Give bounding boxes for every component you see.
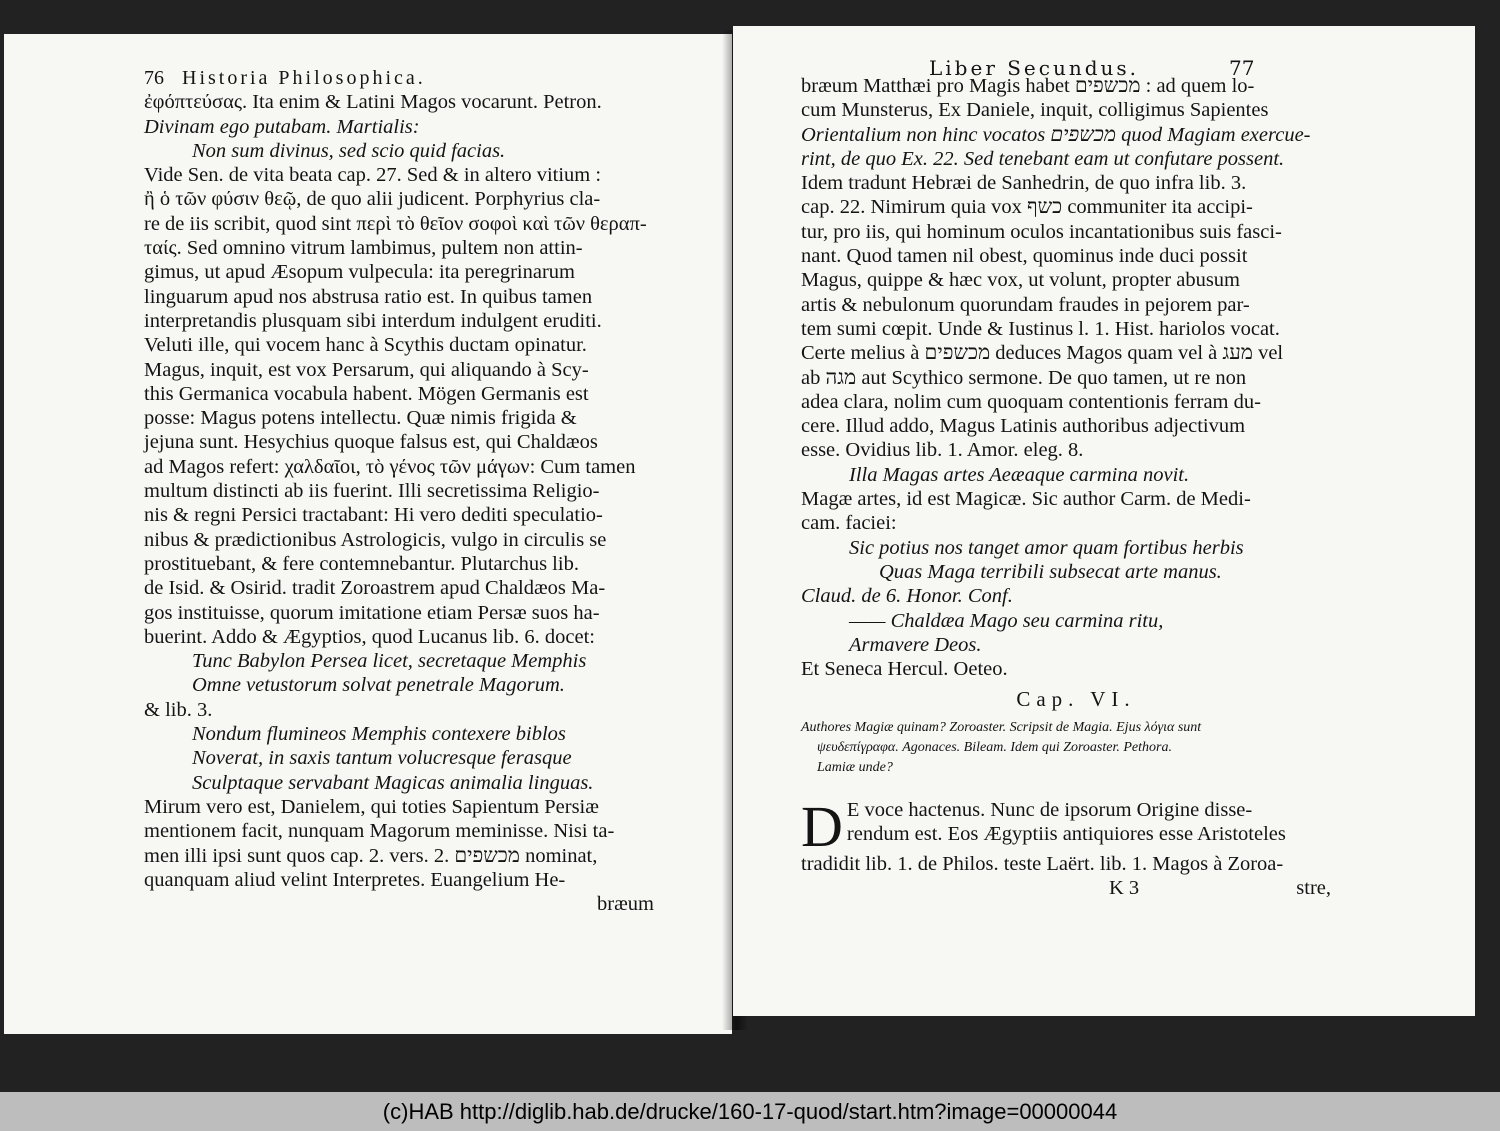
catchword: stre, — [1296, 877, 1331, 900]
verse-line: Illa Magas artes Aeæaque carmina novit. — [849, 463, 1190, 486]
verse-line: —— Chaldæa Mago seu carmina ritu, — [849, 609, 1164, 632]
verse-line: Quas Maga terribili subsecat arte manus. — [879, 560, 1222, 583]
text-line: Magæ artes, id est Magicæ. Sic author Carm. de Medi- — [801, 488, 1251, 511]
verse-line: Non sum divinus, sed scio quid facias. — [192, 139, 506, 162]
text-line: this Germanica vocabula habent. Mögen Germanis est — [144, 382, 589, 405]
text-line: Idem tradunt Hebræi de Sanhedrin, de quo infra lib. 3. — [801, 172, 1247, 195]
text-line: esse. Ovidius lib. 1. Amor. eleg. 8. — [801, 439, 1084, 462]
chapter-summary — [801, 718, 1301, 778]
text-line: multum distincti ab iis fuerint. Illi secretissima Religio- — [144, 480, 600, 503]
text-line: cap. 22. Nimirum quia vox כשף communiter ita accipi- — [801, 196, 1253, 219]
left-running-head — [144, 66, 654, 90]
left-head-title: Historia Philosophica. — [182, 67, 426, 89]
drop-cap: D — [801, 793, 843, 859]
text-line: prostituebant, & fere contemnebantur. Plutarchus lib. — [144, 552, 579, 575]
copyright-footer: (c)HAB http://diglib.hab.de/drucke/160-17-quod/start.htm?image=00000044 — [0, 1092, 1500, 1131]
text-line: gos instituisse, quorum imitatione etiam Persæ suos ha- — [144, 601, 600, 624]
text-line: rendum est. Eos Ægyptiis antiquiores esse Aristoteles — [846, 823, 1286, 846]
text-line: linguarum apud nos abstrusa ratio est. In quibus tamen — [144, 285, 593, 308]
text-line: quanquam aliud velint Interpretes. Euangelium He- — [144, 868, 566, 891]
text-line: men illi ipsi sunt quos cap. 2. vers. 2. מכשפים nominat, — [144, 844, 598, 867]
text-line: cum Munsterus, Ex Daniele, inquit, colligimus Sapientes — [801, 99, 1269, 122]
text-line: artis & nebulonum quorundam fraudes in pejorem par- — [801, 293, 1250, 316]
text-line: Magus, inquit, est vox Persarum, qui aliquando à Scy- — [144, 358, 589, 381]
text-line: interpretandis plusquam sibi interdum indulgent eruditi. — [144, 309, 602, 332]
text-line: tur, pro iis, qui hominum oculos incantationibus suis fasci- — [801, 220, 1282, 243]
summary-line: ψευδεπίγραφα. Agonaces. Bileam. Idem qui Zoroaster. Pethora. — [817, 739, 1172, 755]
right-page — [733, 26, 1475, 1016]
verse-line: Sic potius nos tanget amor quam fortibus herbis — [849, 536, 1244, 559]
text-line: rint, de quo Ex. 22. Sed tenebant eam ut confutare possent. — [801, 147, 1285, 170]
text-line: nant. Quod tamen nil obest, quominus inde duci possit — [801, 245, 1248, 268]
text-line: Mirum vero est, Danielem, qui toties Sapientum Persiæ — [144, 795, 599, 818]
text-line: posse: Magus potens intellectu. Quæ nimis frigida & — [144, 407, 577, 430]
verse-line: Armavere Deos. — [849, 633, 982, 656]
right-head-title: Liber Secundus. — [929, 56, 1140, 80]
text-line: nibus & prædictionibus Astrologicis, vulgo in circulis se — [144, 528, 607, 551]
text-line: cam. faciei: — [801, 512, 897, 535]
verse-line: Nondum flumineos Memphis contexere biblos — [192, 723, 566, 746]
text-line: tradidit lib. 1. de Philos. teste Laërt. lib. 1. Magos à Zoroa- — [801, 852, 1284, 875]
text-line: cere. Illud addo, Magus Latinis authoribus adjectivum — [801, 415, 1246, 438]
text-line: ταίς. Sed omnino vitrum lambimus, pultem non attin- — [144, 237, 583, 260]
catchword: bræum — [597, 893, 654, 916]
text-line: gimus, ut apud Æsopum vulpecula: ita peregrinarum — [144, 261, 575, 284]
text-line: Et Seneca Hercul. Oeteo. — [801, 658, 1008, 681]
text-line: jejuna sunt. Hesychius quoque falsus est, qui Chaldæos — [144, 431, 598, 454]
text-line: ἐφόπτεύσας. Ita enim & Latini Magos vocarunt. Petron. — [144, 91, 602, 114]
text-line: buerint. Addo & Ægyptios, quod Lucanus lib. 6. docet: — [144, 625, 595, 648]
text-line: Divinam ego putabam. Martialis: — [144, 115, 420, 138]
text-line: nis & regni Persici tractabant: Hi vero dediti speculatio- — [144, 504, 603, 527]
signature-mark: K 3 — [1109, 877, 1140, 900]
text-line: tem sumi cœpit. Unde & Iustinus l. 1. Hist. hariolos vocat. — [801, 317, 1280, 340]
summary-line: Authores Magiæ quinam? Zoroaster. Scripsit de Magia. Ejus λόγια sunt — [801, 719, 1202, 735]
text-line: de Isid. & Osirid. tradit Zoroastrem apud Chaldæos Ma- — [144, 577, 606, 600]
left-page — [4, 34, 732, 1034]
text-line: E voce hactenus. Nunc de ipsorum Origine disse- — [846, 798, 1253, 821]
text-line: ἢ ὁ τῶν φύσιν θεῷ, de quo alii judicent. Porphyrius cla- — [144, 188, 601, 211]
chapter-paragraph — [801, 793, 1331, 876]
text-line: Certe melius à מכשפים deduces Magos quam vel à מעג vel — [801, 342, 1284, 365]
text-line: re de iis scribit, quod sint περὶ τὸ θεῖον σοφοὶ καὶ τῶν θεραπ- — [144, 212, 647, 235]
summary-line: Lamiæ unde? — [817, 759, 893, 775]
text-line: mentionem facit, nunquam Magorum meminisse. Nisi ta- — [144, 820, 615, 843]
verse-line: Sculptaque servabant Magicas animalia linguas. — [192, 771, 594, 794]
text-line: Vide Sen. de vita beata cap. 27. Sed & in altero vitium : — [144, 164, 602, 187]
verse-line: Omne vetustorum solvat penetrale Magorum. — [192, 674, 565, 697]
text-line: Veluti ille, qui vocem hanc à Scythis ductam opinatur. — [144, 334, 587, 357]
chapter-heading: Cap. VI. — [1016, 687, 1136, 712]
text-line: ad Magos refert: χαλδαῖοι, τὸ γένος τῶν μάγων: Cum tamen — [144, 455, 636, 478]
left-page-number: 76 — [144, 67, 164, 89]
right-page-number: 77 — [1229, 56, 1255, 80]
verse-line: Noverat, in saxis tantum volucresque ferasque — [192, 747, 572, 770]
right-page-text — [801, 74, 1331, 900]
text-line: & lib. 3. — [144, 698, 213, 721]
text-line: Magus, quippe & hæc vox, ut volunt, propter abusum — [801, 269, 1240, 292]
text-line: Claud. de 6. Honor. Conf. — [801, 585, 1013, 608]
left-page-text — [144, 66, 654, 916]
verse-line: Tunc Babylon Persea licet, secretaque Memphis — [192, 650, 587, 673]
text-line: adea clara, nolim cum quoquam contentionis ferram du- — [801, 390, 1261, 413]
text-line: bræum Matthæi pro Magis habet מכשפים : ad quem lo- — [801, 75, 1255, 97]
text-line: ab מגה aut Scythico sermone. De quo tamen, ut re non — [801, 366, 1247, 389]
page-footer-line — [801, 876, 1331, 900]
text-line: Orientalium non hinc vocatos מכשפים quod Magiam exercue- — [801, 123, 1311, 146]
